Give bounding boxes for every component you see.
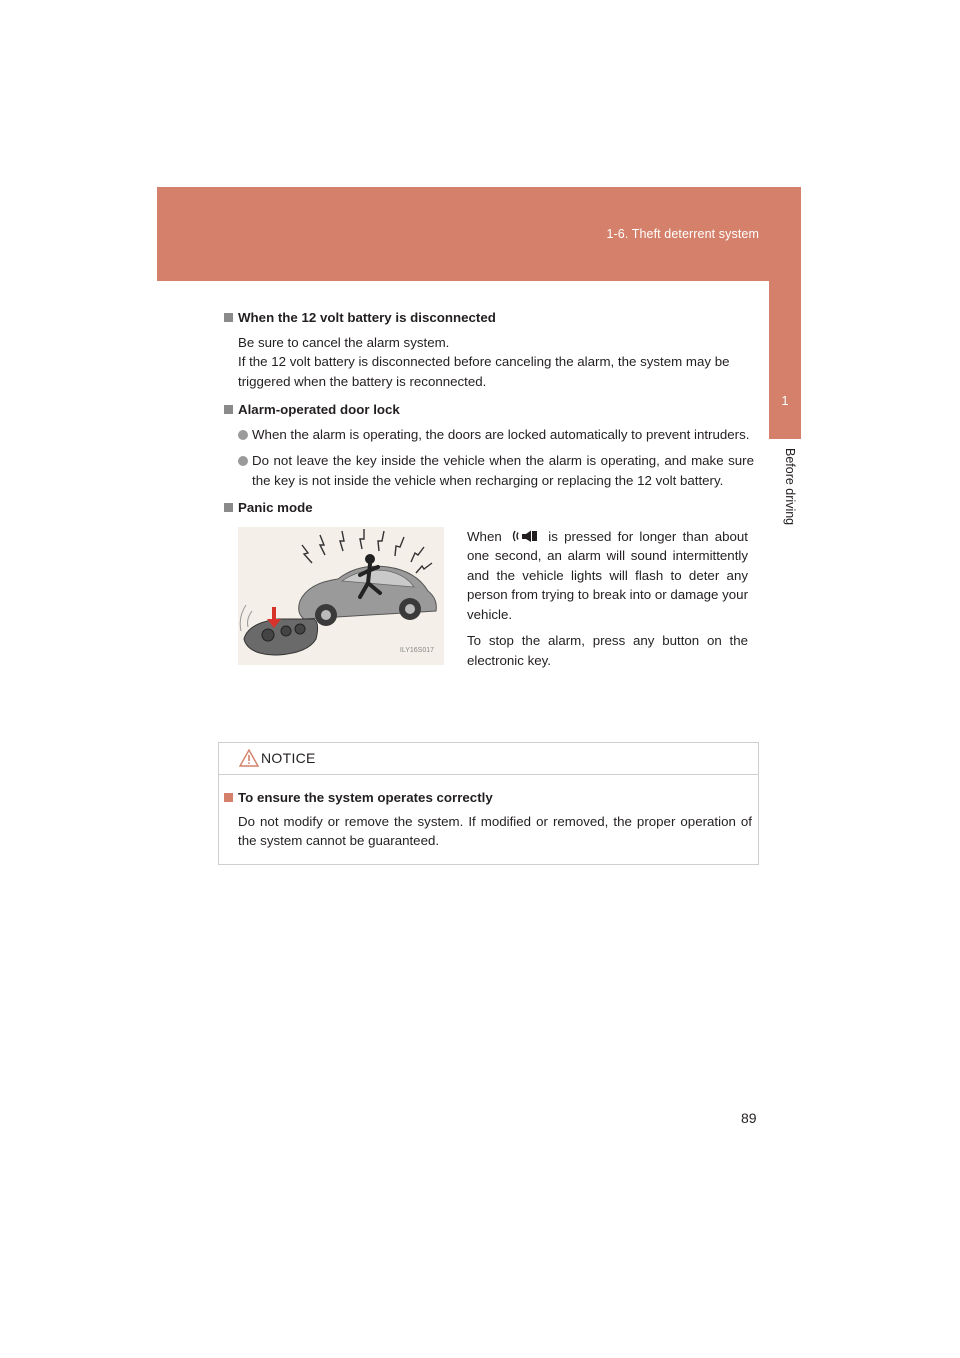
notice-box: [218, 742, 759, 865]
panic-section: [238, 527, 754, 678]
section-title: 1-6. Theft deterrent system: [606, 227, 759, 241]
warning-triangle-icon: [239, 749, 259, 767]
panic-stop-paragraph: To stop the alarm, press any button on the electronic key.: [467, 633, 748, 668]
square-bullet-icon: [224, 503, 233, 512]
notice-title: NOTICE: [261, 750, 316, 766]
notice-header: [219, 743, 758, 775]
main-content: [224, 308, 754, 677]
notice-paragraph: Do not modify or remove the system. If modified or removed, the proper operation of the system cannot be guaranteed.: [238, 813, 752, 848]
list-item: [238, 425, 754, 445]
battery-heading-text: When the 12 volt battery is disconnected: [238, 310, 496, 325]
page-number: 89: [741, 1110, 757, 1126]
square-bullet-icon: [224, 793, 233, 802]
chapter-number: 1: [781, 393, 789, 408]
door-lock-heading-text: Alarm-operated door lock: [238, 402, 400, 417]
notice-heading-text: To ensure the system operates correctly: [238, 790, 493, 805]
panic-text-after: is pressed for longer than about one second, an alarm will sound intermittently and the vehicle lights will flash to deter any person from trying to break into or damage your vehicle.: [467, 528, 748, 622]
square-bullet-icon: [224, 313, 233, 322]
panic-paragraph: [467, 527, 748, 625]
panic-text-before: When: [467, 528, 502, 544]
notice-body: [219, 775, 758, 851]
battery-heading: [224, 308, 754, 328]
square-bullet-icon: [224, 405, 233, 414]
chapter-label: Before driving: [783, 448, 797, 526]
door-lock-heading: [224, 400, 754, 420]
list-item-text: Do not leave the key inside the vehicle when the alarm is operating, and make sure the key is not inside the vehicle when recharging or replacing the 12 volt battery.: [252, 453, 754, 488]
round-bullet-icon: [238, 456, 248, 466]
notice-heading: [224, 788, 752, 808]
panic-mode-illustration: [238, 527, 444, 665]
panic-button-icon: [512, 529, 538, 543]
panic-description: [467, 527, 748, 678]
illustration-code: ILY16S017: [400, 641, 434, 661]
list-item: [238, 451, 754, 490]
header-band: [157, 187, 801, 281]
panic-heading: [224, 498, 754, 518]
round-bullet-icon: [238, 430, 248, 440]
battery-paragraph: Be sure to cancel the alarm system. If the 12 volt battery is disconnected before canceling the alarm, the system may be triggered when the battery is reconnected.: [238, 334, 730, 389]
list-item-text: When the alarm is operating, the doors are locked automatically to prevent intruders.: [252, 426, 750, 442]
panic-heading-text: Panic mode: [238, 500, 313, 515]
chapter-tab: [769, 281, 801, 439]
